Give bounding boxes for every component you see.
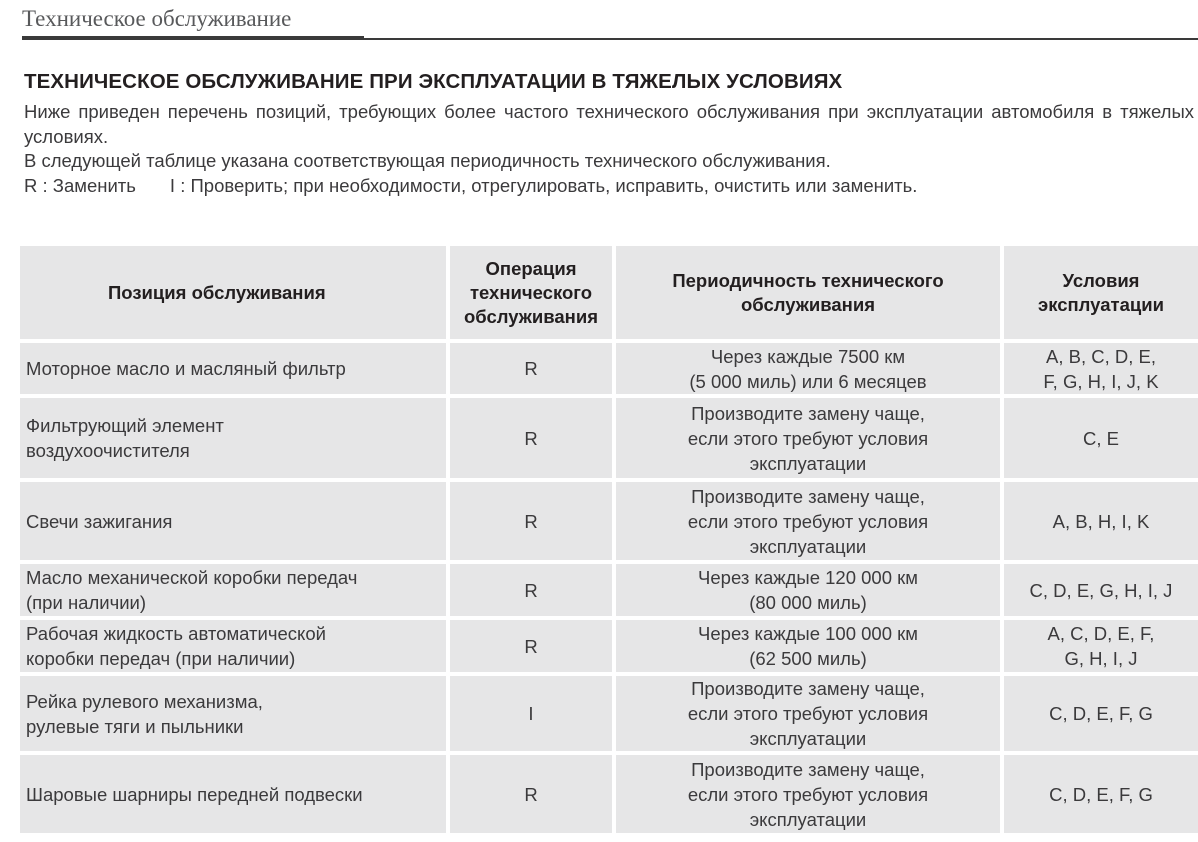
- cell-operation: R: [446, 616, 612, 672]
- maintenance-table: [20, 246, 1198, 833]
- cell-interval: Производите замену чаще, если этого требуют условия эксплуатации: [612, 672, 1000, 751]
- cell-interval: Через каждые 120 000 км (80 000 миль): [612, 560, 1000, 616]
- table-row: [20, 394, 1198, 478]
- legend-inspect: I : Проверить; при необходимости, отрегулировать, исправить, очистить или заменить.: [169, 174, 918, 196]
- cell-interval: Производите замену чаще, если этого требуют условия эксплуатации: [612, 394, 1000, 478]
- cell-item: Масло механической коробки передач (при наличии): [20, 560, 446, 616]
- cell-item: Свечи зажигания: [20, 478, 446, 560]
- intro-paragraph: Ниже приведен перечень позиций, требующих более частого технического обслуживания при эксплуатации автомобиля в тяжелых условиях.: [24, 101, 1194, 147]
- cell-operation: R: [446, 560, 612, 616]
- cell-conditions: C, E: [1000, 394, 1198, 478]
- cell-operation: I: [446, 672, 612, 751]
- intro-text: [24, 100, 1194, 198]
- page-heading: ТЕХНИЧЕСКОЕ ОБСЛУЖИВАНИЕ ПРИ ЭКСПЛУАТАЦИИ В ТЯЖЕЛЫХ УСЛОВИЯХ: [24, 70, 843, 93]
- table-row: [20, 478, 1198, 560]
- section-rule: [364, 38, 1198, 40]
- cell-conditions: C, D, E, F, G: [1000, 672, 1198, 751]
- legend: [24, 174, 1194, 199]
- cell-item: Рабочая жидкость автоматической коробки передач (при наличии): [20, 616, 446, 672]
- cell-operation: R: [446, 478, 612, 560]
- cell-conditions: A, B, H, I, K: [1000, 478, 1198, 560]
- table-row: [20, 560, 1198, 616]
- cell-conditions: C, D, E, F, G: [1000, 751, 1198, 833]
- cell-interval: Производите замену чаще, если этого требуют условия эксплуатации: [612, 478, 1000, 560]
- header-conditions: Условия эксплуатации: [1000, 246, 1198, 339]
- section-header: [22, 4, 1198, 40]
- cell-conditions: A, C, D, E, F, G, H, I, J: [1000, 616, 1198, 672]
- cell-interval: Через каждые 7500 км (5 000 миль) или 6 месяцев: [612, 339, 1000, 394]
- cell-operation: R: [446, 339, 612, 394]
- header-item: Позиция обслуживания: [20, 246, 446, 339]
- table-header-row: [20, 246, 1198, 339]
- legend-replace: R : Заменить: [24, 174, 136, 196]
- table-row: [20, 751, 1198, 833]
- cell-operation: R: [446, 751, 612, 833]
- table-row: [20, 339, 1198, 394]
- cell-conditions: C, D, E, G, H, I, J: [1000, 560, 1198, 616]
- header-interval: Периодичность технического обслуживания: [612, 246, 1000, 339]
- cell-item: Фильтрующий элемент воздухоочистителя: [20, 394, 446, 478]
- cell-item: Шаровые шарниры передней подвески: [20, 751, 446, 833]
- table-row: [20, 616, 1198, 672]
- cell-interval: Производите замену чаще, если этого требуют условия эксплуатации: [612, 751, 1000, 833]
- cell-item: Моторное масло и масляный фильтр: [20, 339, 446, 394]
- cell-operation: R: [446, 394, 612, 478]
- cell-item: Рейка рулевого механизма, рулевые тяги и пыльники: [20, 672, 446, 751]
- header-operation: Операция технического обслуживания: [446, 246, 612, 339]
- cell-interval: Через каждые 100 000 км (62 500 миль): [612, 616, 1000, 672]
- intro-table-note: В следующей таблице указана соответствующая периодичность технического обслуживания.: [24, 150, 831, 171]
- table-row: [20, 672, 1198, 751]
- section-title: Техническое обслуживание: [22, 6, 292, 31]
- section-rule-accent: [22, 36, 364, 40]
- cell-conditions: A, B, C, D, E, F, G, H, I, J, K: [1000, 339, 1198, 394]
